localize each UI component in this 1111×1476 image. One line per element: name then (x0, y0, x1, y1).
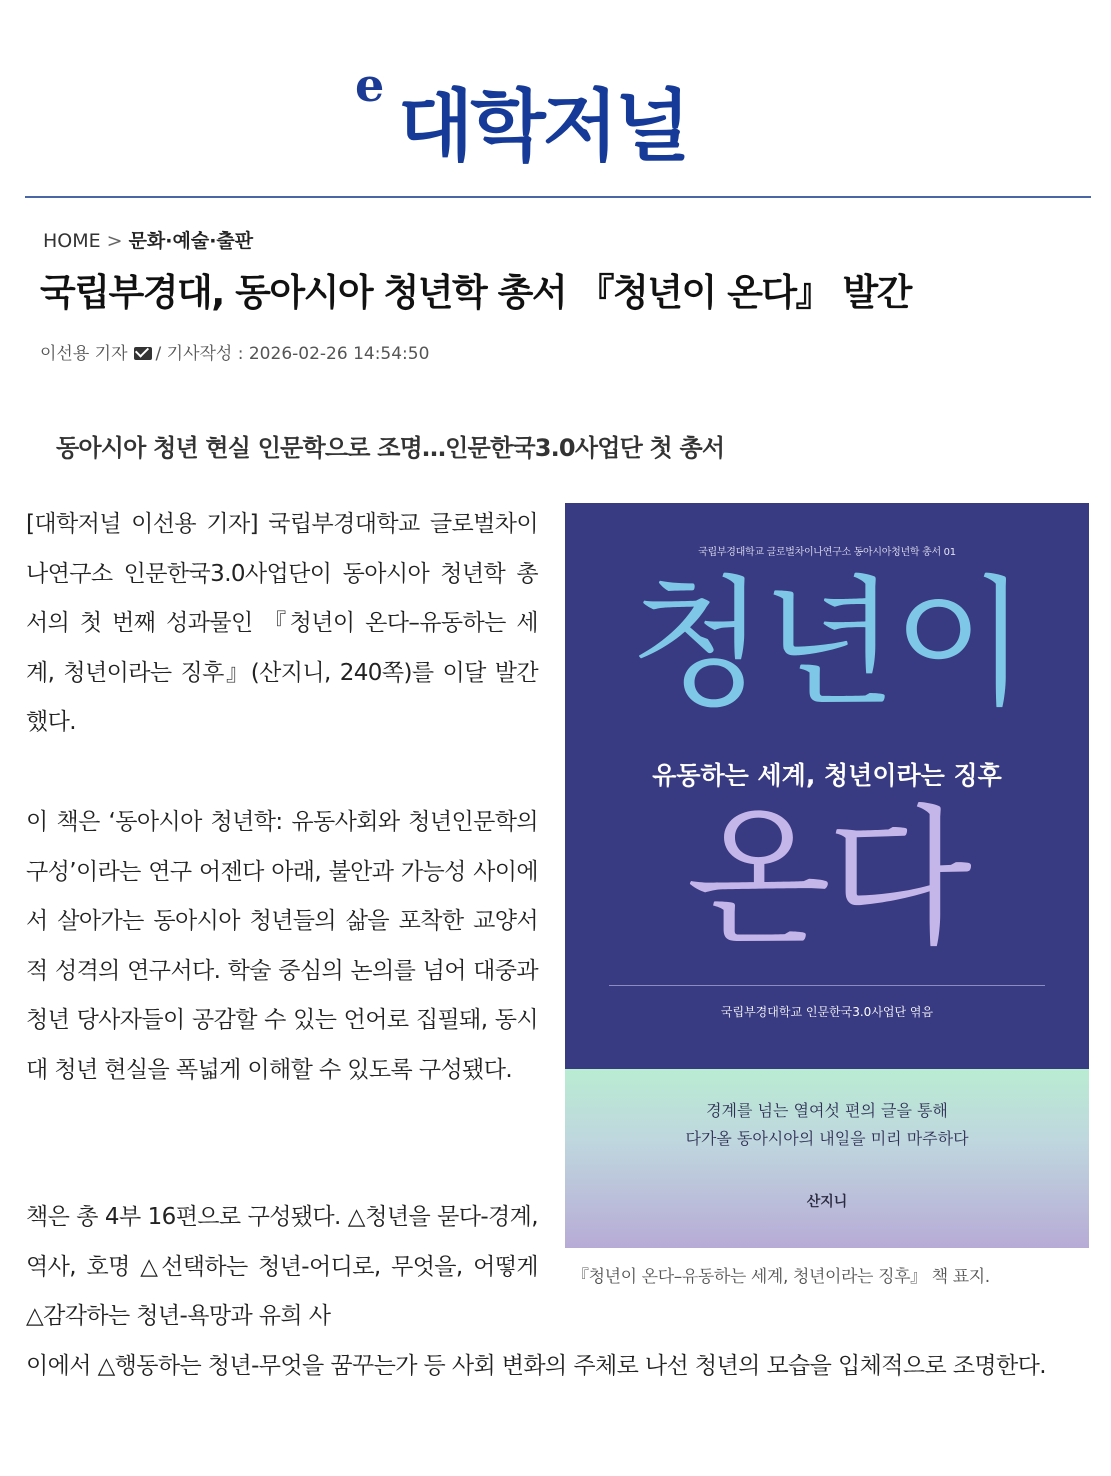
cover-divider (609, 985, 1045, 986)
article-byline (40, 339, 429, 364)
article-paragraph: 이 책은 ‘동아시아 청년학: 유동사회와 청년인문학의 구성’이라는 연구 어젠다 아래, 불안과 가능성 사이에서 살아가는 동아시아 청년들의 삶을 포착한 교양서적 성격의 연구서다. 학술 중심의 논의를 넘어 대중과 청년 당사자들이 공감할 수 있는 언어로 집필돼, 동시대 청년 현실을 폭넓게 이해할 수 있도록 구성됐다. (26, 809, 538, 1083)
article-paragraph-part: 이에서 △행동하는 청년-무엇을 꿈꾸는가 등 사회 변화의 주체로 나선 청년의 모습을 입체적으로 조명한다. (26, 1352, 1046, 1379)
cover-tagline: 경계를 넘는 열여섯 편의 글을 통해 (706, 1101, 948, 1120)
breadcrumb-home[interactable]: HOME (43, 230, 101, 252)
article-paragraph-part: 책은 총 4부 16편으로 구성됐다. △청년을 묻다-경계, 역사, 호명 △선택하는 청년-어디로, 무엇을, 어떻게 △감각하는 청년-욕망과 유희 사 (26, 1204, 538, 1329)
cover-title-bottom: 온다 (686, 792, 968, 966)
logo-wordmark: 대학저널 (398, 82, 688, 172)
article-subtitle: 동아시아 청년 현실 인문학으로 조명…인문한국3.0사업단 첫 총서 (56, 434, 725, 462)
cover-subtitle: 유동하는 세계, 청년이라는 징후 (652, 761, 1002, 790)
image-caption: 『청년이 온다–유동하는 세계, 청년이라는 징후』 책 표지. (572, 1267, 990, 1287)
logo-e-mark: e (355, 58, 385, 112)
site-logo[interactable] (0, 58, 1111, 178)
article-paragraph: [대학저널 이선용 기자] 국립부경대학교 글로벌차이나연구소 인문한국3.0사업단이 동아시아 청년학 총서의 첫 번째 성과물인 『청년이 온다–유동하는 세계, 청년이라는 징후』(산지니, 240쪽)를 이달 발간했다. (26, 511, 538, 735)
cover-tagline: 다가올 동아시아의 내일을 미리 마주하다 (685, 1129, 969, 1148)
breadcrumb (43, 226, 253, 253)
book-cover-image (565, 503, 1089, 1248)
cover-title-top: 청년이 (630, 563, 1024, 726)
byline-author: 이선용 기자 (40, 344, 128, 364)
mail-icon[interactable] (134, 347, 152, 360)
cover-editor: 국립부경대학교 인문한국3.0사업단 엮음 (720, 1005, 934, 1019)
byline-date: / 기사작성 : 2026-02-26 14:54:50 (155, 344, 430, 364)
cover-series-text: 국립부경대학교 글로벌차이나연구소 동아시아청년학 총서 01 (698, 547, 956, 558)
article-title: 국립부경대, 동아시아 청년학 총서 『청년이 온다』 발간 (40, 271, 911, 314)
breadcrumb-separator: > (106, 230, 123, 252)
header-divider (25, 196, 1091, 198)
breadcrumb-category[interactable]: 문화·예술·출판 (128, 230, 254, 252)
cover-publisher: 산지니 (806, 1194, 848, 1210)
cover-bottom-panel (565, 1069, 1089, 1248)
